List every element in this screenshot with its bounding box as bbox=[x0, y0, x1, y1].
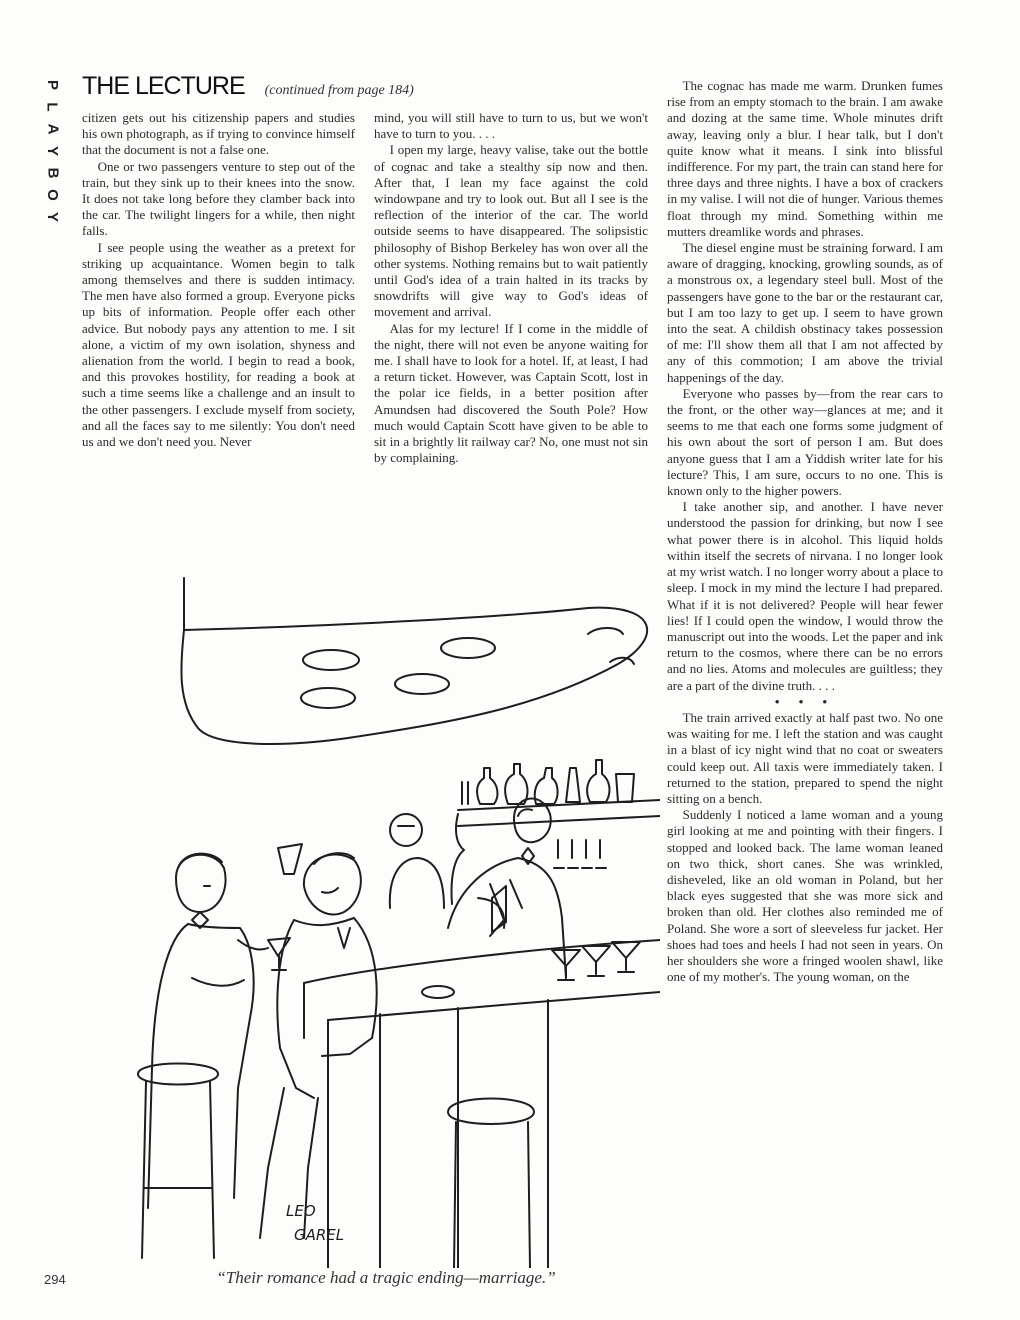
magazine-letter: O bbox=[43, 189, 61, 201]
article-title: THE LECTURE bbox=[82, 72, 245, 100]
cartoon-caption: “Their romance had a tragic ending—marriage.” bbox=[216, 1268, 556, 1287]
magazine-name-vertical bbox=[40, 74, 64, 228]
magazine-letter: L bbox=[43, 102, 61, 112]
cartoonist-signature-line2: GAREL bbox=[294, 1226, 345, 1244]
paragraph: Suddenly I noticed a lame woman and a young girl looking at me and pointing with their fingers. I stopped and looked back. The lame woman leaned on two thick, short canes. She was wrinkled, disheveled, like an old woman in Poland, but her black eyes suggested that she was more sick and broken than old. Her clothes also reminded me of Poland. She wore a sort of sleeveless fur jacket. Her shoes had toes and heels I had not seen in years. On her shoulders she wore a fringed woolen shawl, like one of my mother's. The young woman, on the bbox=[667, 807, 943, 985]
section-break: • • • bbox=[774, 693, 836, 709]
magazine-letter: Y bbox=[43, 211, 61, 223]
magazine-letter: Y bbox=[43, 145, 61, 157]
page-number: 294 bbox=[44, 1272, 66, 1287]
text-column-2 bbox=[374, 110, 648, 466]
paragraph: mind, you will still have to turn to us, but we won't have to turn to you. . . . bbox=[374, 110, 648, 142]
magazine-letter: A bbox=[44, 123, 61, 135]
paragraph: The train arrived exactly at half past two. No one was waiting for me. I left the station and was caught in a blast of icy night wind that no coat or sweaters could keep out. All taxis were immediately taken. I returned to the station, prepared to spend the night sitting on a bench. bbox=[667, 709, 943, 806]
paragraph: The cognac has made me warm. Drunken fumes rise from an empty stomach to the brain. I am awake and dozing at the same time. Whole minutes drift away, leaving only a blur. I hear talk, but I don't quite know what it means. I sink into blissful indifference. For my part, the train can stand here for three days and three nights. I have a box of crackers in my valise. I will not die of hunger. Various themes float through my mind. Something within me mutters dreamlike words and phrases. bbox=[667, 78, 943, 239]
paragraph: Alas for my lecture! If I come in the middle of the night, there will not even be anyone waiting for me. I shall have to look for a hotel. If, at least, I had a return ticket. However, was Captain Scott, lost in the polar ice fields, in a better position after Amundsen had discovered the South Pole? How much would Captain Scott have given to be able to sit in a brightly lit railway car? No, one must not sin by complaining. bbox=[374, 320, 648, 466]
paragraph: One or two passengers venture to step out of the train, but they sink up to their knees into the snow. It does not take long before they clamber back into the car. The twilight lingers for a while, then night falls. bbox=[82, 158, 355, 239]
text-column-3 bbox=[667, 78, 943, 985]
paragraph: I take another sip, and another. I have never understood the passion for drinking, but now I see what power there is in alcohol. This liquid holds within itself the secrets of nirvana. I no longer look at my wrist watch. I no longer worry about a place to sleep. I mock in my mind the lecture I had prepared. What if it is not delivered? People will hear fewer lies! If I could open the window, I would throw the manuscript out into the woods. Let the paper and ink return to the cosmos, where there can be no errors and no lies. Atoms and molecules are guiltless; they are a part of the divine truth. . . . bbox=[667, 499, 943, 693]
continued-note: (continued from page 184) bbox=[264, 83, 414, 98]
magazine-letter: P bbox=[43, 79, 61, 91]
paragraph: citizen gets out his citizenship papers and studies his own photograph, as if trying to convince himself that the document is not a false one. bbox=[82, 110, 355, 158]
text-column-1 bbox=[82, 110, 355, 450]
paragraph: The diesel engine must be straining forward. I am aware of dragging, knocking, growling sounds, as of a monstrous ox, a legendary steel bull. Most of the passengers have gone to the bar or the restaurant car, but I am too lazy to get up. I seem to have grown into the seat. A childish obstinacy takes possession of me: I'll show them all that I am not affected by any of this commotion; I am above the trivial happenings of the day. bbox=[667, 240, 943, 385]
cartoonist-signature-line1: LEO bbox=[286, 1202, 316, 1220]
paragraph: Everyone who passes by—from the rear cars to the front, or the other way—glances at me; and it seems to me that each one forms some judgment of his own about the sort of person I am. But does anyone guess that I am a Yiddish writer late for his lecture? This, I am sure, occurs to no one. This is known only to the higher powers. bbox=[667, 385, 943, 499]
magazine-letter: B bbox=[44, 167, 61, 179]
article-headline bbox=[82, 72, 414, 101]
paragraph: I see people using the weather as a pretext for striking up acquaintance. Women begin to talk among themselves and there is sudden intimacy. The men have also formed a group. Everyone picks up bits of information. People offer each other advice. But nobody pays any attention to me. I sit alone, a victim of my own isolation, shyness and alienation from the world. I begin to read a book, and this provokes hostility, for reading a book at such a time seems like a challenge and an insult to the other passengers. I exclude myself from society, and all the faces say to me silently: You don't need us and we don't need you. Never bbox=[82, 239, 355, 450]
paragraph: I open my large, heavy valise, take out the bottle of cognac and take a stealthy sip now and then. After that, I lean my face against the cold windowpane and try to look out. But all I see is the reflection of the interior of the car. The world outside seems to have disappeared. The solipsistic philosophy of Bishop Berkeley has won over all the other systems. Nothing remains but to wait patiently until God's idea of a train halted in its tracks by snowdrifts will give way to God's ideas of movement and arrival. bbox=[374, 142, 648, 320]
bar-cartoon-illustration bbox=[118, 568, 660, 1268]
